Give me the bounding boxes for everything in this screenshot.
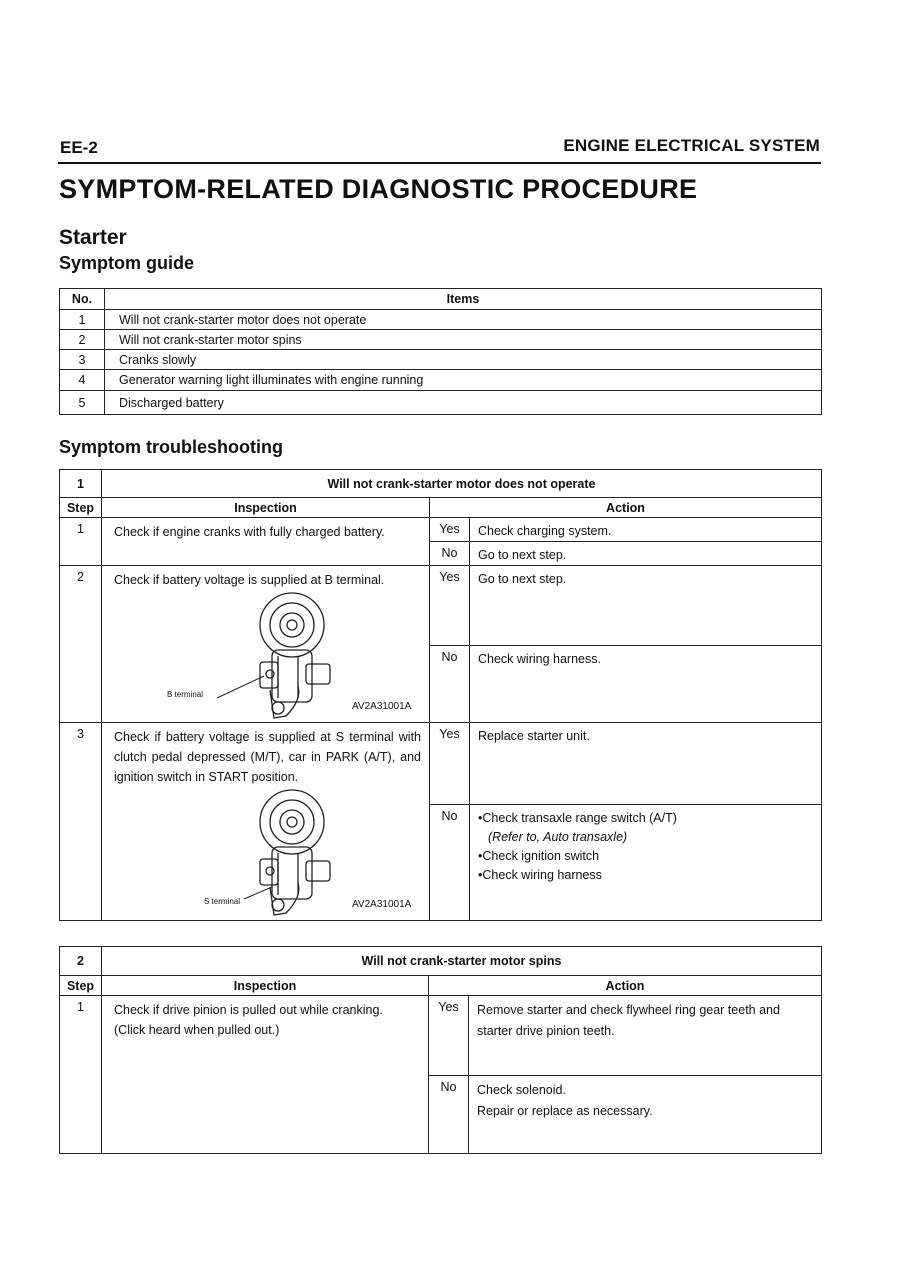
symptom-troubleshooting-heading: Symptom troubleshooting bbox=[59, 437, 283, 457]
troubleshooting-table-2 bbox=[59, 946, 822, 1154]
reference-note: (Refer to, Auto transaxle) bbox=[488, 829, 628, 844]
yes-label: Yes bbox=[429, 996, 469, 1076]
no-label: No bbox=[430, 804, 470, 920]
inspection-text: Check if battery voltage is supplied at B terminal. bbox=[114, 573, 385, 587]
action-text: Go to next step. bbox=[470, 566, 822, 646]
page-code: EE-2 bbox=[60, 138, 98, 157]
col-step: Step bbox=[60, 976, 102, 996]
table-row: 1 Will not crank-starter motor does not operate bbox=[60, 310, 822, 330]
inspection-cell bbox=[102, 566, 430, 723]
inspection-text: Check if battery voltage is supplied at S terminal with clutch pedal depressed (M/T), car in PARK (A/T), and ignition switch in START position. bbox=[114, 730, 421, 784]
step-number: 3 bbox=[60, 723, 102, 921]
action-text: Check solenoid. bbox=[477, 1083, 566, 1097]
action-text: Replace starter unit. bbox=[470, 723, 822, 805]
yes-label: Yes bbox=[430, 566, 470, 646]
col-inspection: Inspection bbox=[102, 498, 430, 518]
symptom-title: Will not crank-starter motor spins bbox=[102, 947, 822, 976]
action-text: Remove starter and check flywheel ring gear teeth and starter drive pinion teeth. bbox=[469, 996, 822, 1076]
figure-code: AV2A31001A bbox=[352, 701, 412, 712]
action-text: Check wiring harness. bbox=[470, 646, 822, 723]
col-items: Items bbox=[105, 289, 822, 310]
figure-label: B terminal bbox=[167, 690, 204, 699]
figure-label: S terminal bbox=[204, 897, 241, 906]
step-number: 1 bbox=[60, 518, 102, 566]
inspection-text: Check if engine cranks with fully charged battery. bbox=[102, 518, 430, 566]
inspection-cell bbox=[102, 723, 430, 921]
starter-heading: Starter bbox=[59, 226, 127, 249]
header-rule bbox=[58, 162, 821, 164]
col-inspection: Inspection bbox=[102, 976, 429, 996]
symptom-guide-table bbox=[59, 288, 822, 415]
yes-label: Yes bbox=[430, 518, 470, 542]
list-item: • Check transaxle range switch (A/T) bbox=[478, 809, 813, 828]
list-item: • Check wiring harness bbox=[478, 866, 813, 885]
inspection-note: (Click heard when pulled out.) bbox=[114, 1023, 280, 1037]
inspection-text: Check if drive pinion is pulled out while cranking. bbox=[114, 1003, 383, 1017]
no-label: No bbox=[430, 646, 470, 723]
yes-label: Yes bbox=[430, 723, 470, 805]
starter-figure bbox=[102, 590, 429, 722]
action-text: Check charging system. bbox=[470, 518, 822, 542]
table-row: 3 Cranks slowly bbox=[60, 350, 822, 370]
action-text: Go to next step. bbox=[470, 542, 822, 566]
symptom-number: 2 bbox=[60, 947, 102, 976]
step-number: 2 bbox=[60, 566, 102, 723]
page-title: SYMPTOM-RELATED DIAGNOSTIC PROCEDURE bbox=[59, 174, 698, 204]
col-action: Action bbox=[429, 976, 822, 996]
inspection-cell bbox=[102, 996, 429, 1154]
starter-figure bbox=[102, 787, 429, 920]
symptom-title: Will not crank-starter motor does not operate bbox=[102, 470, 822, 498]
col-no: No. bbox=[60, 289, 105, 310]
no-label: No bbox=[429, 1076, 469, 1154]
troubleshooting-table-1 bbox=[59, 469, 822, 921]
no-label: No bbox=[430, 542, 470, 566]
symptom-guide-heading: Symptom guide bbox=[59, 253, 195, 273]
table-row: 2 Will not crank-starter motor spins bbox=[60, 330, 822, 350]
table-row: 5 Discharged battery bbox=[60, 391, 822, 415]
symptom-number: 1 bbox=[60, 470, 102, 498]
col-step: Step bbox=[60, 498, 102, 518]
list-item: • Check ignition switch bbox=[478, 847, 813, 866]
action-text: Repair or replace as necessary. bbox=[477, 1104, 653, 1118]
section-title: ENGINE ELECTRICAL SYSTEM bbox=[563, 136, 820, 155]
col-action: Action bbox=[430, 498, 822, 518]
action-cell bbox=[469, 1076, 822, 1154]
table-row: 4 Generator warning light illuminates with engine running bbox=[60, 370, 822, 391]
action-list bbox=[470, 804, 822, 920]
figure-code: AV2A31001A bbox=[352, 899, 412, 910]
step-number: 1 bbox=[60, 996, 102, 1154]
